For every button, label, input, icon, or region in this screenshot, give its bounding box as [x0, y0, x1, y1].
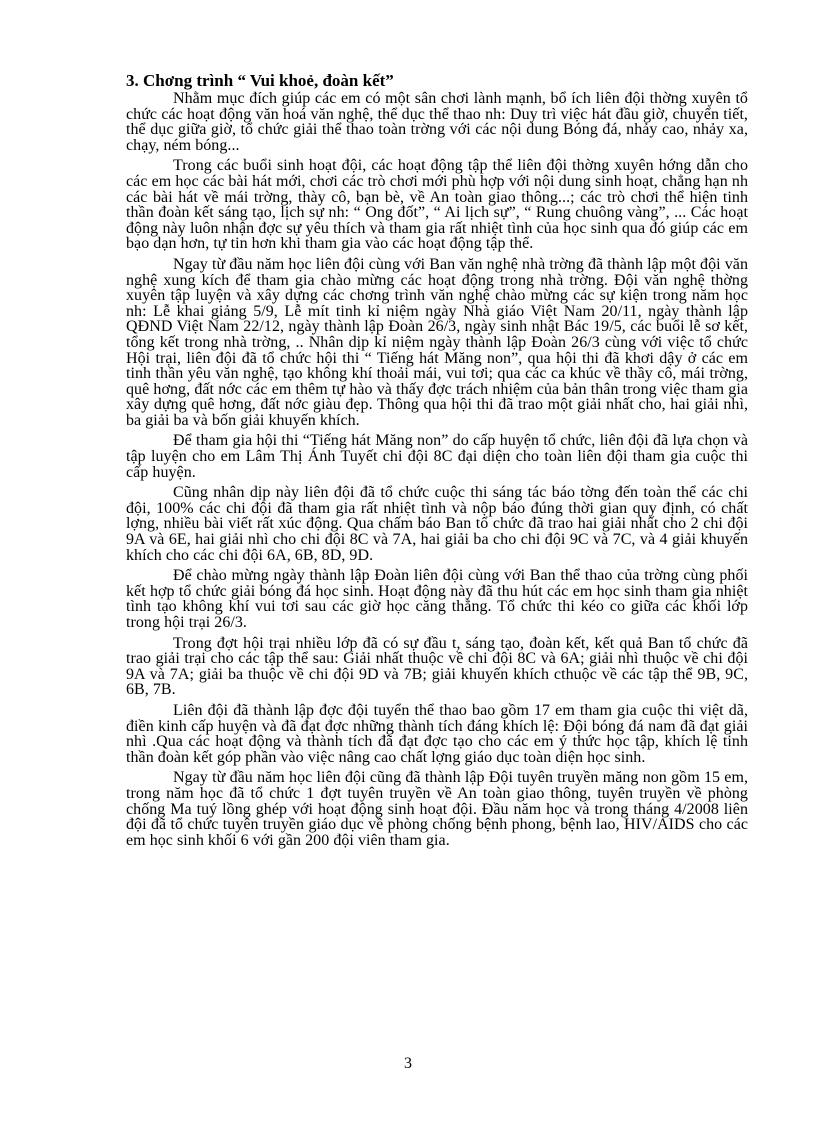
paragraph-4: Để tham gia hội thi “Tiếng hát Măng non” do cấp huyện tổ chức, liên đội đã lựa chọn và tập luyện cho em Lâm Thị Ánh Tuyết chi đội 8C đại diện cho toàn liên đội tham gia cuộc thi cấp huyện.	[126, 432, 748, 481]
page-number: 3	[404, 1055, 412, 1072]
section-heading: 3. Chơng trình “ Vui khoẻ, đoàn kết”	[126, 71, 394, 90]
paragraph-8: Liên đội đã thành lập đợc đội tuyển thể thao bao gồm 17 em tham gia cuộc thi việt dã, điền kinh cấp huyện và đã đạt đợc những thành tích đáng khích lệ: Đội bóng đá nam đã đạt giải nhì .Qua các hoạt động và thành tích đã đạt đợc tạo cho các em ý thức học tập, khích lệ tinh thần đoàn kết góp phần vào việc nâng cao chất lợng giáo dục toàn diện học sinh.	[126, 701, 748, 766]
paragraph-5: Cũng nhân dịp này liên đội đã tổ chức cuộc thi sáng tác báo tờng đến toàn thể các chi đội, 100% các chi đội đã tham gia rất nhiệt tình và nộp báo đúng thời gian quy định, có chất lợng, nhiều bài viết rất xúc động. Qua chấm báo Ban tổ chức đã trao hai giải nhất cho 2 chi đội 9A và 6E, hai giải nhì cho chi đội 8C và 7A, hai giải ba cho chi đội 9C và 7C, và 4 giải khuyến khích cho các chi đội 6A, 6B, 8D, 9D.	[126, 484, 748, 564]
paragraph-6: Để chào mừng ngày thành lập Đoàn liên đội cùng với Ban thể thao của trờng cùng phối kết hợp tổ chức giải bóng đá học sinh. Hoạt động này đã thu hút các em học sinh tham gia nhiệt tình tạo không khí vui tơi sau các giờ học căng thẳng. Tổ chức thi kéo co giữa các khối lớp trong hội trại 26/3.	[126, 567, 748, 631]
paragraph-7: Trong đợt hội trại nhiều lớp đã có sự đầu t, sáng tạo, đoàn kết, kết quả Ban tổ chức đã trao giải trại cho các tập thể sau: Giải nhất thuộc về chi đội 8C và 6A; giải nhì thuộc về chi đội 9A và 7A; giải ba thuộc về chi đội 9D và 7B; giải khuyến khích cthuộc về các tập thể 9B, 9C, 6B, 7B.	[126, 634, 748, 699]
paragraph-3: Ngay từ đầu năm học liên đội cùng với Ban văn nghệ nhà trờng đã thành lập một đội văn nghệ xung kích để tham gia chào mừng các hoạt động trong nhà trờng. Đội văn nghệ thờng xuyên tập luyện và xây dựng các chơng trình văn nghệ chào mừng các sự kiện trong năm học nh: Lễ khai giảng 5/9, Lễ mít tinh kỉ niệm ngày Nhà giáo Việt Nam 20/11, ngày thành lập QĐND Việt Nam 22/12, ngày thành lập Đoàn 26/3, ngày sinh nhật Bác 19/5, các buổi lễ sơ kết, tổng kết trong nhà trờng, .. Nhân dịp kỉ niệm ngày thành lập Đoàn 26/3 cùng với việc tổ chức Hội trại, liên đội đã tổ chức hội thi “ Tiếng hát Măng non”, qua hội thi đã khơi dậy ở các em tinh thần yêu văn nghệ, tạo không khí thoải mái, vui tơi; qua các ca khúc về thầy cô, mái trờng, quê hơng, đất nớc các em thêm tự hào và thấy đợc trách nhiệm của bản thân trong việc tham gia xây dựng quê hơng, đất nớc giàu đẹp. Thông qua hội thi đã trao một giải nhất cho, hai giải nhì, ba giải ba và bốn giải khuyến khích.	[126, 255, 748, 429]
document-body	[126, 70, 748, 853]
paragraph-1: Nhằm mục đích giúp các em có một sân chơi lành mạnh, bổ ích liên đội thờng xuyên tổ chức các hoạt động văn hoá văn nghệ, thể dục thể thao nh: Duy trì việc hát đầu giờ, chuyển tiết, thể dục giữa giờ, tổ chức giải thể thao toàn trờng với các nội dung Bóng đá, nhảy cao, nhảy xa, chạy, ném bóng...	[126, 90, 748, 154]
paragraph-2: Trong các buổi sinh hoạt đội, các hoạt động tập thể liên đội thờng xuyên hớng dẫn cho các em học các bài hát mới, chơi các trò chơi mới phù hợp với nội dung sinh hoạt, chẳng hạn nh các bài hát về mái trờng, thày cô, bạn bè, về An toàn giao thông...; các trò chơi thể hiện tinh thần đoàn kết sáng tạo, lịch sự nh: “ Ong đốt”, “ Ai lịch sự”, “ Rung chuông vàng”, ... Các hoạt động này luôn nhận đợc sự yêu thích và tham gia rất nhiệt tình của học sinh qua đó giúp các em bạo dạn hơn, tự tin hơn khi tham gia vào các hoạt động tập thể.	[126, 157, 748, 253]
paragraph-9: Ngay từ đầu năm học liên đội cũng đã thành lập Đội tuyên truyền măng non gồm 15 em, trong năm học đã tổ chức 1 đợt tuyên truyền về An toàn giao thông, tuyên truyền về phòng chống Ma tuý lồng ghép với hoạt động sinh hoạt đội. Đầu năm học và trong tháng 4/2008 liên đội đã tổ chức tuyên truyền giáo dục về phòng chống bệnh phong, bệnh lao, HIV/AIDS cho các em học sinh khối 6 với gần 200 đội viên tham gia.	[126, 769, 748, 849]
